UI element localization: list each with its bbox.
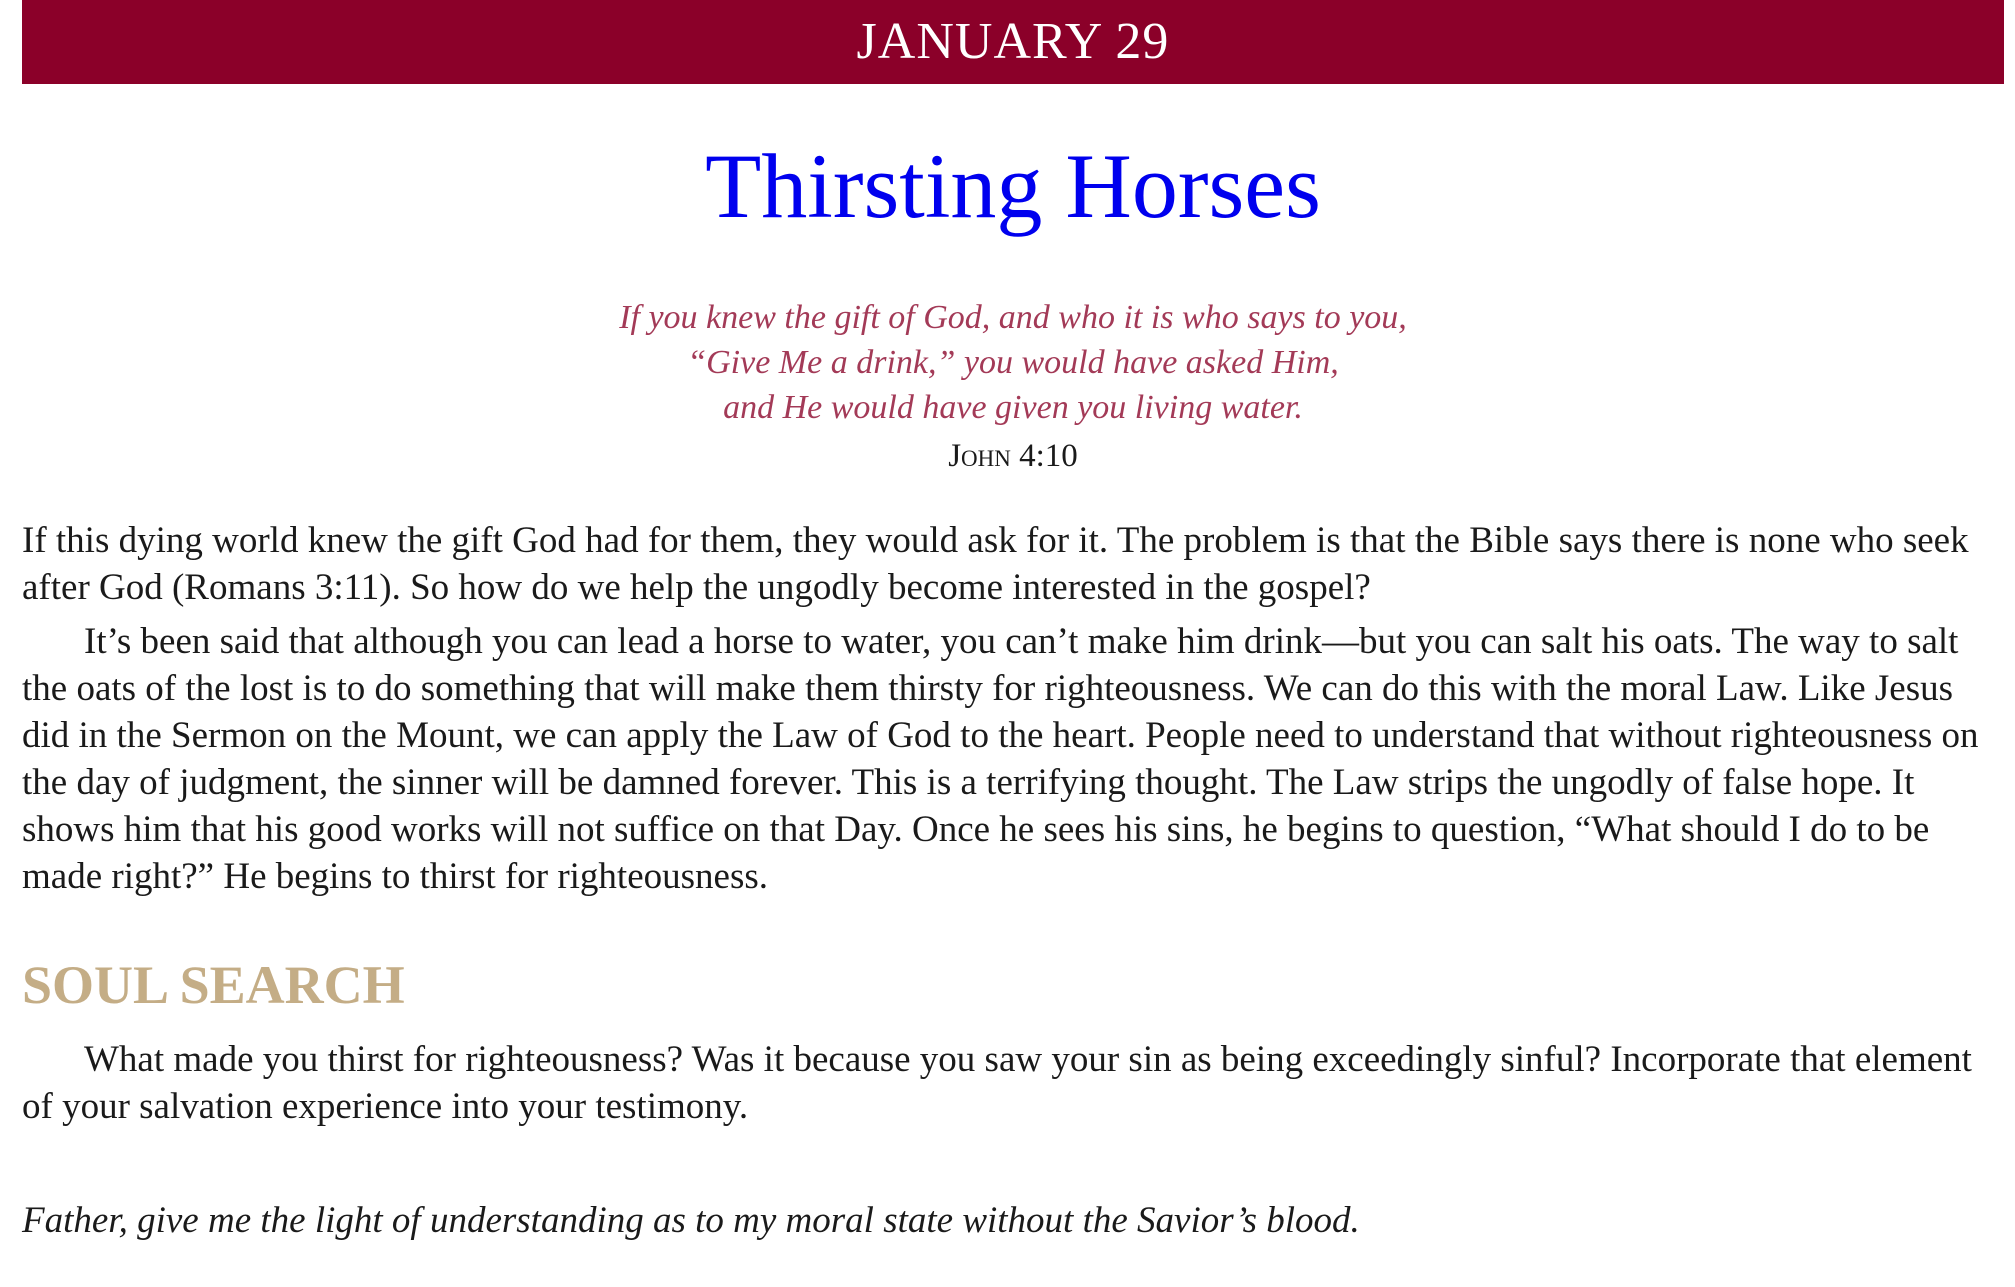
devotional-body — [22, 517, 2004, 900]
soul-search-text: What made you thirst for righteousness? Was it because you saw your sin as being exceedingly sinful? Incorporate that element of your salvation experience into your testimony. — [22, 1039, 1972, 1128]
verse-line: If you knew the gift of God, and who it is who says to you, — [619, 299, 1407, 337]
scripture-reference: John 4:10 — [948, 438, 1078, 475]
verse-line: and He would have given you living water. — [723, 389, 1303, 427]
body-paragraph: It’s been said that although you can lead a horse to water, you can’t make him drink—but you can salt his oats. The way to salt the oats of the lost is to do something that will make them thirsty for righteousness. We can do this with the moral Law. Like Jesus did in the Sermon on the Mount, we can apply the Law of God to the heart. People need to understand that without righteousness on the day of judgment, the sinner will be damned forever. This is a terrifying thought. The Law strips the ungodly of false hope. It shows him that his good works will not suffice on that Day. Once he sees his sins, he begins to question, “What should I do to be made right?” He begins to thirst for righteousness. — [22, 621, 1979, 898]
soul-search-heading: SOUL SEARCH — [22, 955, 405, 1016]
scripture-verse — [22, 295, 2004, 430]
verse-line: “Give Me a drink,” you would have asked Him, — [687, 344, 1339, 382]
body-paragraph: If this dying world knew the gift God had for them, they would ask for it. The problem is that the Bible says there is none who seek after God (Romans 3:11). So how do we help the ungodly become interested in the gospel? — [22, 520, 1969, 609]
devotional-page — [22, 0, 2004, 1244]
prayer-text: Father, give me the light of understanding as to my moral state without the Savior’s blood. — [22, 1200, 1360, 1242]
page-title: Thirsting Horses — [705, 135, 1321, 237]
date-banner — [22, 0, 2004, 84]
date-label: JANUARY 29 — [856, 13, 1170, 70]
